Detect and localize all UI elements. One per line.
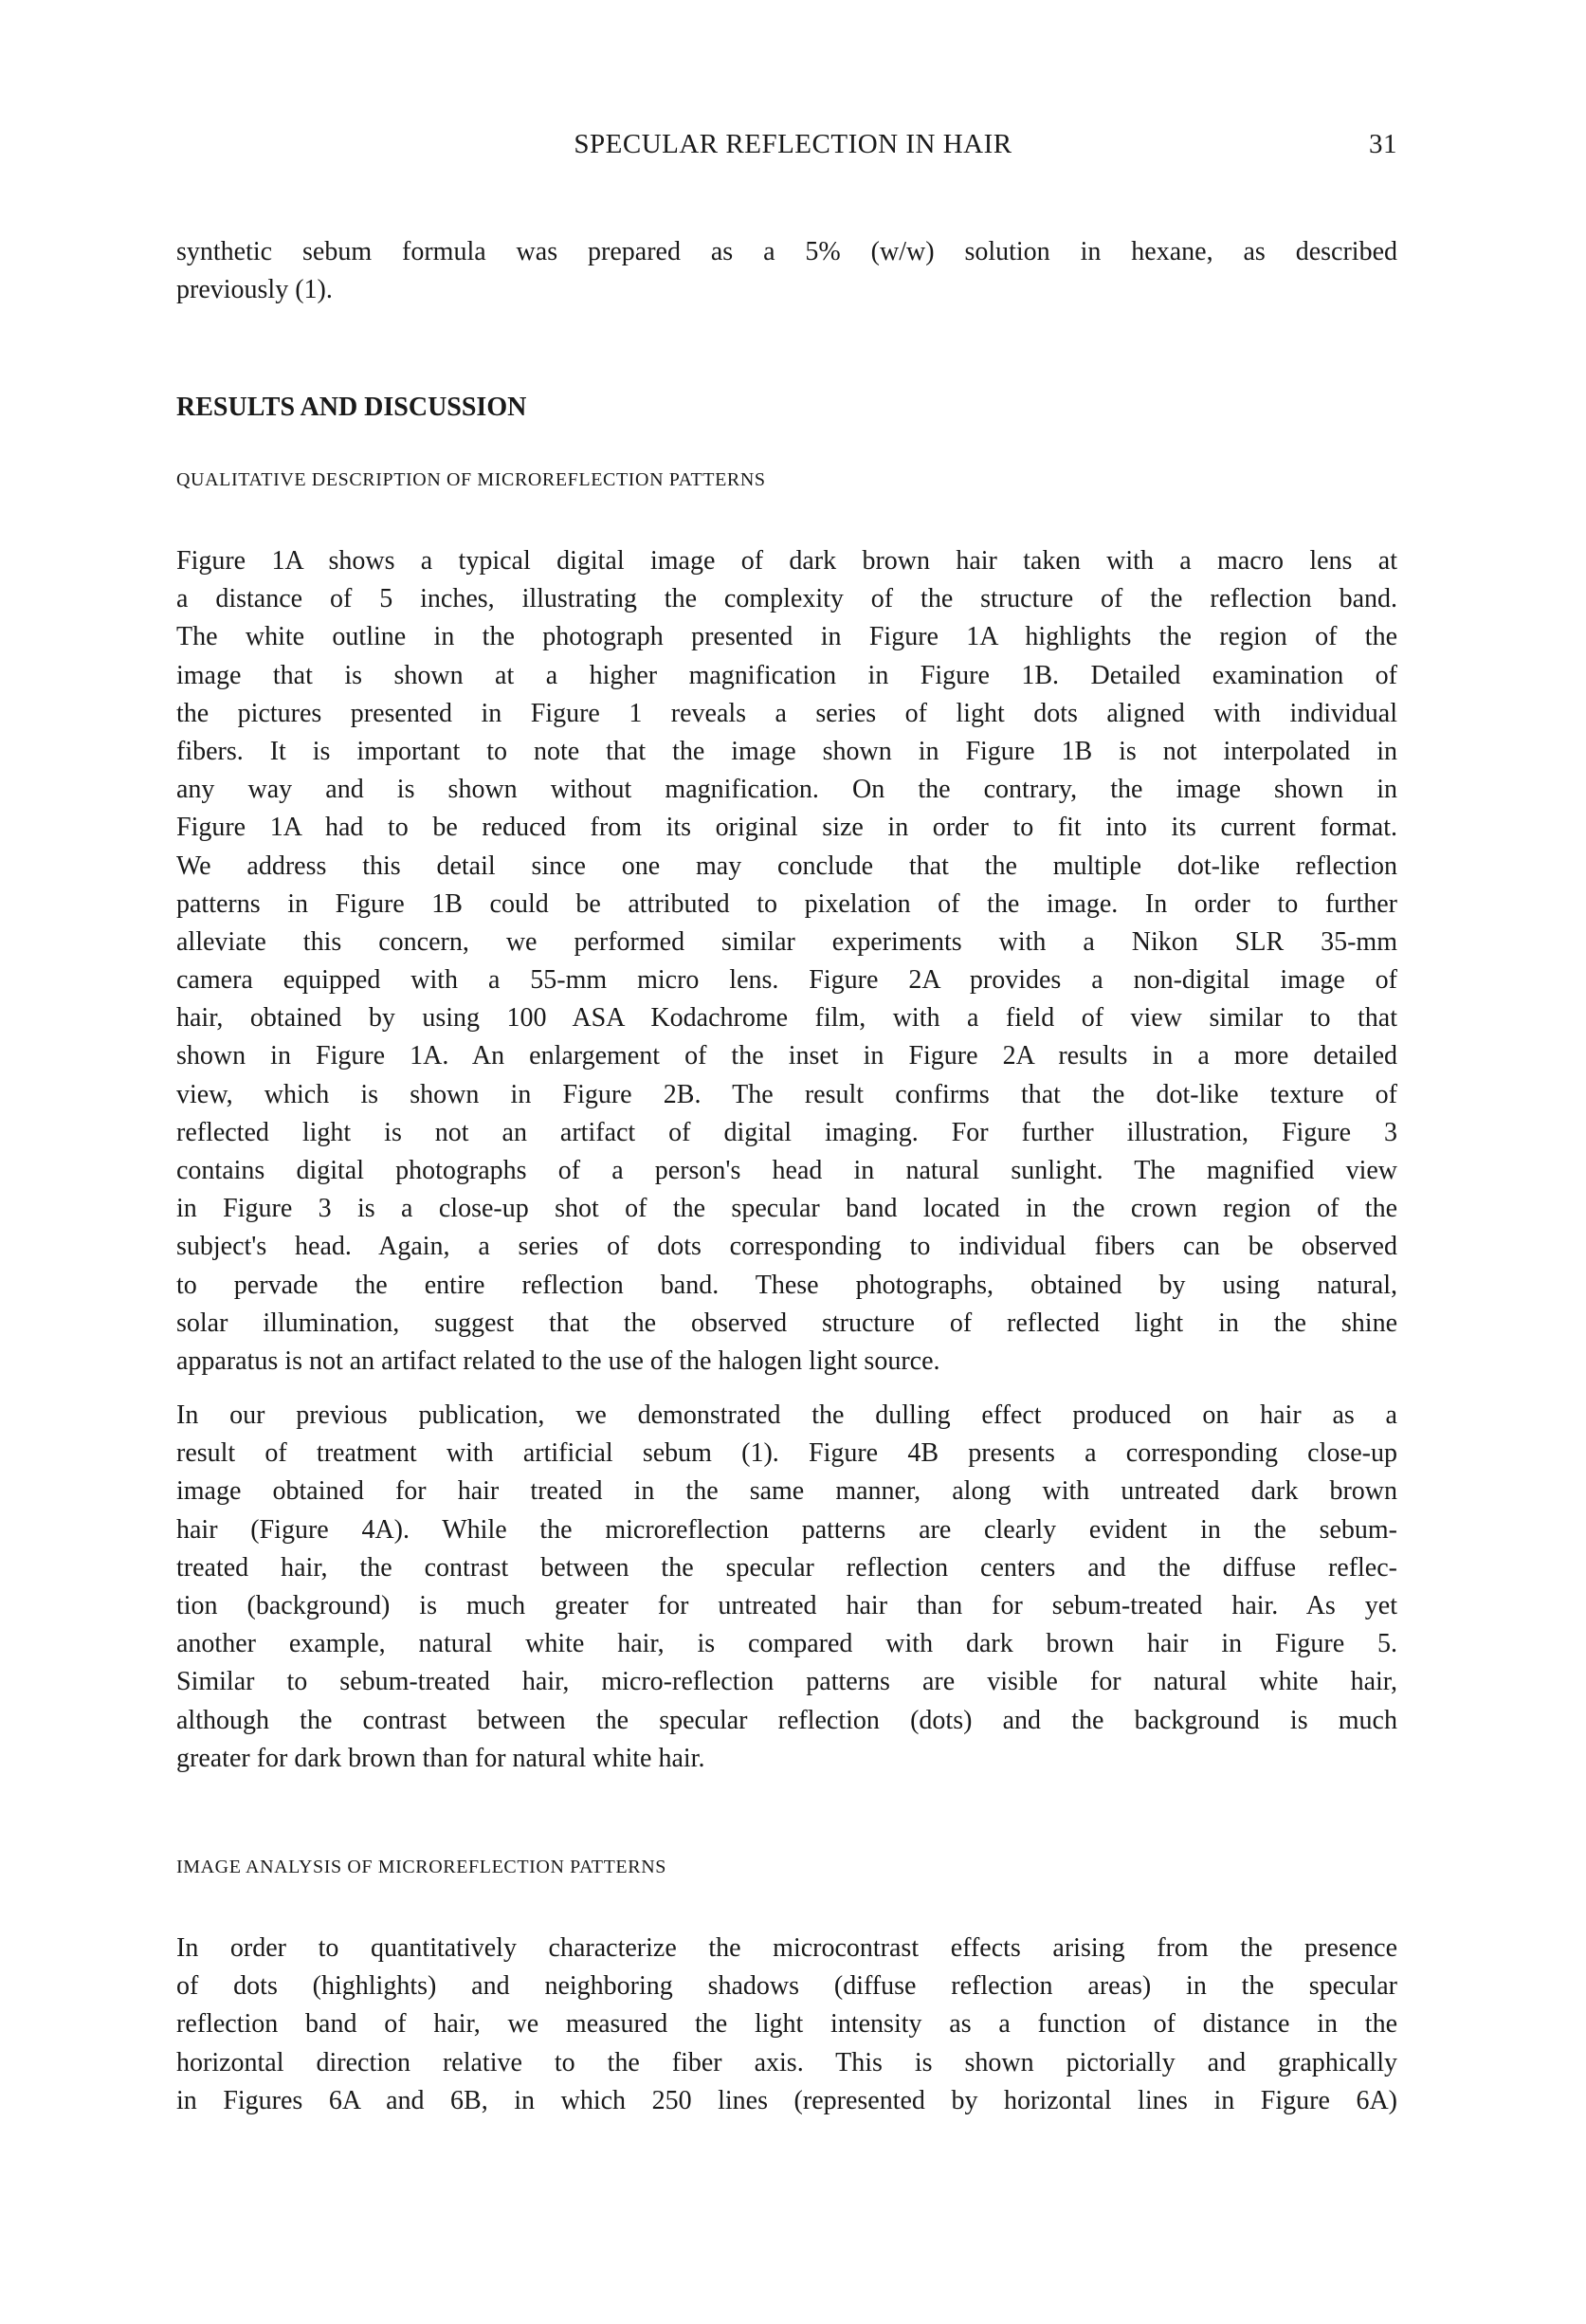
text-line: a distance of 5 inches, illustrating the complexity of the structure of the reflection band. <box>176 584 1397 614</box>
text-line: apparatus is not an artifact related to the use of the halogen light source. <box>176 1345 940 1376</box>
text-line: another example, natural white hair, is compared with dark brown hair in Figure 5. <box>176 1629 1397 1659</box>
running-title: SPECULAR REFLECTION IN HAIR <box>574 129 1012 159</box>
text-line: reflection band of hair, we measured the light intensity as a function of distance in the <box>176 2009 1397 2040</box>
text-line: previously (1). <box>176 275 333 305</box>
text-line: subject's head. Again, a series of dots corresponding to individual fibers can be observed <box>176 1232 1397 1262</box>
text-line: image obtained for hair treated in the same manner, along with untreated dark brown <box>176 1476 1397 1507</box>
text-line: solar illumination, suggest that the observed structure of reflected light in the shine <box>176 1308 1397 1338</box>
text-line: Similar to sebum-treated hair, micro-reflection patterns are visible for natural white hair, <box>176 1667 1397 1697</box>
text-line: shown in Figure 1A. An enlargement of the inset in Figure 2A results in a more detailed <box>176 1041 1397 1071</box>
text-line: in Figure 3 is a close-up shot of the specular band located in the crown region of the <box>176 1194 1397 1224</box>
text-line: patterns in Figure 1B could be attributed to pixelation of the image. In order to further <box>176 888 1397 919</box>
text-line: synthetic sebum formula was prepared as a 5% (w/w) solution in hexane, as described <box>176 237 1397 266</box>
text-line: In order to quantitatively characterize the microcontrast effects arising from the presence <box>176 1933 1397 1963</box>
subsection-heading: QUALITATIVE DESCRIPTION OF MICROREFLECTION PATTERNS <box>176 469 766 490</box>
text-line: camera equipped with a 55-mm micro lens. Figure 2A provides a non-digital image of <box>176 965 1397 996</box>
text-line: to pervade the entire reflection band. These photographs, obtained by using natural, <box>176 1270 1397 1300</box>
text-line: reflected light is not an artifact of digital imaging. For further illustration, Figure 3 <box>176 1117 1397 1147</box>
paragraph <box>176 1397 1397 1778</box>
text-line: any way and is shown without magnification. On the contrary, the image shown in <box>176 775 1397 805</box>
text-line: contains digital photographs of a person's head in natural sunlight. The magnified view <box>176 1156 1397 1185</box>
text-line: view, which is shown in Figure 2B. The result confirms that the dot-like texture of <box>176 1079 1397 1109</box>
text-line: tion (background) is much greater for untreated hair than for sebum-treated hair. As yet <box>176 1590 1397 1620</box>
text-line: horizontal direction relative to the fiber axis. This is shown pictorially and graphically <box>176 2047 1397 2077</box>
subsection-heading: IMAGE ANALYSIS OF MICROREFLECTION PATTERNS <box>176 1857 666 1877</box>
text-line: although the contrast between the specular reflection (dots) and the background is much <box>176 1705 1397 1735</box>
text-line: The white outline in the photograph presented in Figure 1A highlights the region of the <box>176 622 1397 652</box>
text-line: In our previous publication, we demonstrated the dulling effect produced on hair as a <box>176 1400 1397 1430</box>
text-line: of dots (highlights) and neighboring shadows (diffuse reflection areas) in the specular <box>176 1971 1397 2002</box>
text-line: alleviate this concern, we performed similar experiments with a Nikon SLR 35-mm <box>176 926 1397 957</box>
text-line: fibers. It is important to note that the image shown in Figure 1B is not interpolated in <box>176 736 1397 766</box>
text-line: We address this detail since one may conclude that the multiple dot-like reflection <box>176 851 1397 881</box>
text-line: Figure 1A shows a typical digital image of dark brown hair taken with a macro lens at <box>176 546 1397 576</box>
text-line: treated hair, the contrast between the specular reflection centers and the diffuse reflec- <box>176 1552 1397 1583</box>
intro-paragraph <box>176 233 1397 309</box>
section-heading: RESULTS AND DISCUSSION <box>176 393 527 422</box>
page-number: 31 <box>1369 129 1397 159</box>
text-line: Figure 1A had to be reduced from its original size in order to fit into its current format. <box>176 813 1397 843</box>
text-line: hair, obtained by using 100 ASA Kodachrome film, with a field of view similar to that <box>176 1003 1397 1034</box>
paragraph <box>176 1930 1397 2120</box>
text-line: in Figures 6A and 6B, in which 250 lines (represented by horizontal lines in Figure 6A) <box>176 2085 1397 2115</box>
text-line: greater for dark brown than for natural white hair. <box>176 1743 705 1773</box>
text-line: hair (Figure 4A). While the microreflection patterns are clearly evident in the sebum- <box>176 1514 1397 1545</box>
paragraph <box>176 542 1397 1381</box>
text-line: image that is shown at a higher magnification in Figure 1B. Detailed examination of <box>176 660 1397 690</box>
text-line: result of treatment with artificial sebum (1). Figure 4B presents a corresponding close-up <box>176 1438 1397 1469</box>
text-line: the pictures presented in Figure 1 reveals a series of light dots aligned with individual <box>176 698 1397 728</box>
